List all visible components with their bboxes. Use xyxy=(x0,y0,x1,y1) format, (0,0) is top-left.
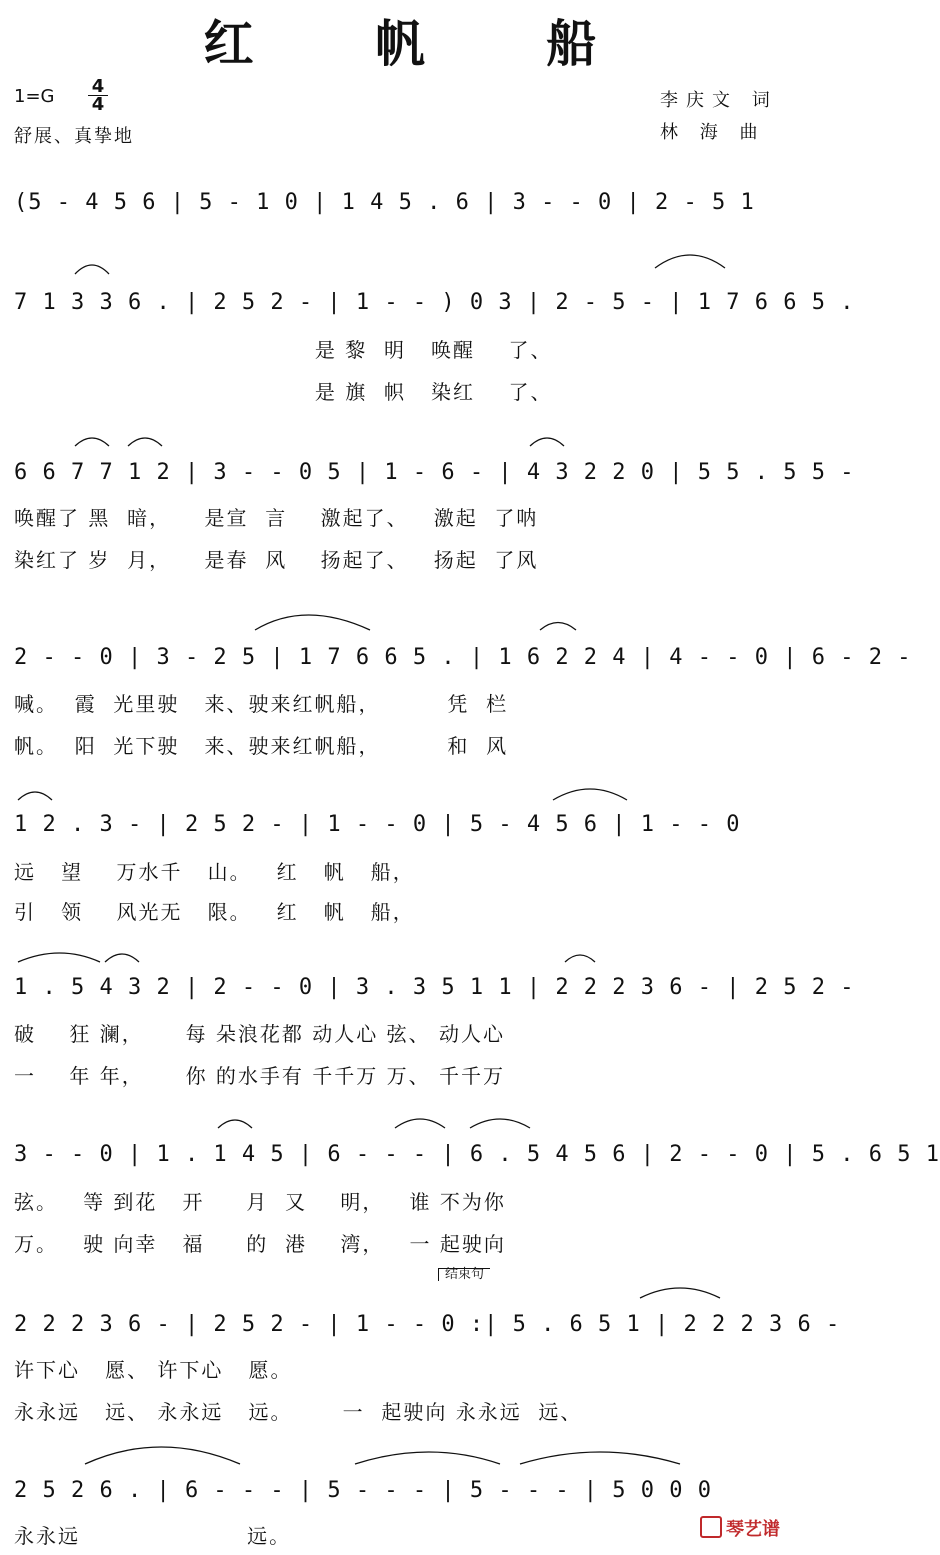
slur xyxy=(655,255,725,268)
composer-credit: 林 海 曲 xyxy=(660,122,766,143)
time-signature-bottom: 4 xyxy=(91,94,105,115)
slur xyxy=(255,615,370,630)
notation-line-4: 2 - - 0 | 3 - 2 5 | 1 7 6 6 5 . | 1 6 2 2 4 | 4 - - 0 | 6 - 2 - xyxy=(14,645,912,670)
notation-line-9: 2 5 2 6 . | 6 - - - | 5 - - - | 5 - - - | 5 0 0 0 xyxy=(14,1478,713,1503)
lyric-line-3-verse-2: 染红了 岁 月， 是春 风 扬起了、 扬起 了风 xyxy=(14,548,539,572)
slur xyxy=(470,1119,530,1128)
notation-line-7: 3 - - 0 | 1 . 1 4 5 | 6 - - - | 6 . 5 4 5 6 | 2 - - 0 | 5 . 6 5 1 xyxy=(14,1142,940,1167)
slur xyxy=(75,438,109,446)
time-signature-top: 4 xyxy=(91,76,105,97)
lyric-line-3-verse-1: 唤醒了 黑 暗， 是宣 言 激起了、 激起 了呐 xyxy=(14,506,539,530)
slur xyxy=(553,789,627,800)
lyric-line-7-verse-1: 弦。 等 到花 开 月 又 明， 谁 不为你 xyxy=(14,1190,506,1214)
lyric-line-6-verse-1: 破 狂 澜， 每 朵浪花都 动人心 弦、 动人心 xyxy=(14,1022,506,1046)
lyric-line-6-verse-2: 一 年 年， 你 的水手有 千千万 万、 千千万 xyxy=(14,1064,506,1088)
tempo-marking: 舒展、真挚地 xyxy=(14,126,134,147)
watermark-text: 琴艺谱 xyxy=(726,1519,780,1540)
notation-line-8: 2 2 2 3 6 - | 2 5 2 - | 1 - - 0 :| 5 . 6 5 1 | 2 2 2 3 6 - xyxy=(14,1312,841,1337)
slur xyxy=(218,1120,252,1128)
lyric-line-2-verse-2: 是 旗 帜 染红 了、 xyxy=(14,380,553,404)
lyric-line-8-verse-2: 永永远 远、 永永远 远。 一 起驶向 永永远 远、 xyxy=(14,1400,583,1424)
lyric-line-8-verse-1: 许下心 愿、 许下心 愿。 xyxy=(14,1358,293,1382)
ending-phrase-label: 结束句 xyxy=(438,1268,490,1281)
lyric-line-7-verse-2: 万。 驶 向幸 福 的 港 湾， 一 起驶向 xyxy=(14,1232,506,1256)
notation-line-3: 6 6 7 7 1 2 | 3 - - 0 5 | 1 - 6 - | 4 3 2 2 0 | 5 5 . 5 5 - xyxy=(14,460,855,485)
lyric-line-5-verse-1: 远 望 万水千 山。 红 帆 船， xyxy=(14,860,415,884)
slur xyxy=(395,1119,445,1128)
lyric-line-4-verse-1: 喊。 霞 光里驶 来、驶来红帆船， 凭 栏 xyxy=(14,692,509,716)
slur xyxy=(540,623,576,631)
slur xyxy=(18,953,100,962)
watermark-icon xyxy=(700,1516,722,1538)
notation-line-1: (5 - 4 5 6 | 5 - 1 0 | 1 4 5 . 6 | 3 - - 0 | 2 - 5 1 xyxy=(14,190,755,215)
lyric-line-2-verse-1: 是 黎 明 唤醒 了、 xyxy=(14,338,553,362)
watermark-logo xyxy=(700,1515,780,1541)
song-title: 红 帆 船 xyxy=(203,15,649,73)
slur xyxy=(128,438,162,446)
lyric-line-5-verse-2: 引 领 风光无 限。 红 帆 船， xyxy=(14,900,415,924)
key-signature: 1=G xyxy=(14,86,55,107)
notation-line-6: 1 . 5 4 3 2 | 2 - - 0 | 3 . 3 5 1 1 | 2 2 2 3 6 - | 2 5 2 - xyxy=(14,975,855,1000)
lyric-line-4-verse-2: 帆。 阳 光下驶 来、驶来红帆船， 和 风 xyxy=(14,734,509,758)
lyric-line-9-verse-1: 永永远 远。 xyxy=(14,1524,292,1548)
slur xyxy=(75,265,109,274)
slur xyxy=(640,1288,720,1298)
notation-line-5: 1 2 . 3 - | 2 5 2 - | 1 - - 0 | 5 - 4 5 6 | 1 - - 0 xyxy=(14,812,741,837)
slur xyxy=(520,1452,680,1464)
slur xyxy=(18,792,52,800)
notation-line-2: 7 1 3 3 6 . | 2 5 2 - | 1 - - ) 0 3 | 2 - 5 - | 1 7 6 6 5 . xyxy=(14,290,855,315)
slur xyxy=(105,954,139,962)
lyricist-credit: 李庆文 词 xyxy=(660,90,778,111)
slur xyxy=(530,438,564,446)
slur xyxy=(355,1452,500,1464)
slur xyxy=(565,955,595,962)
slur xyxy=(85,1447,240,1464)
